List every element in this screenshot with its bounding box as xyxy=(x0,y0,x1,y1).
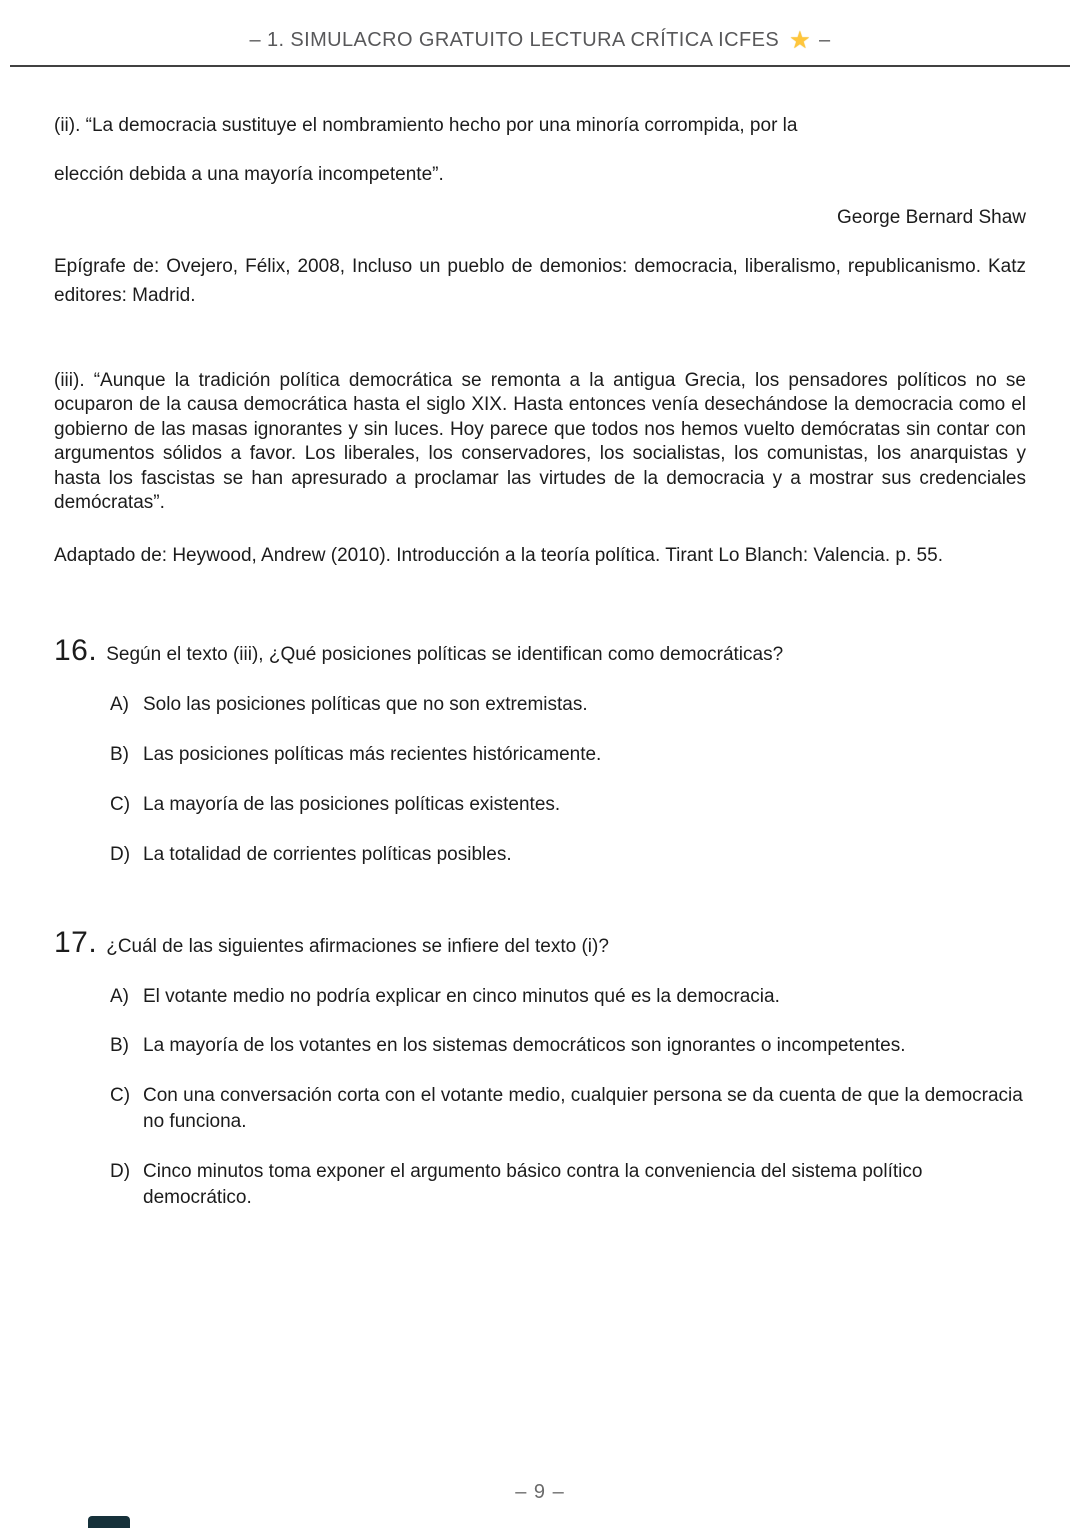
option-letter: A) xyxy=(110,694,129,716)
option-letter: D) xyxy=(110,1160,131,1182)
star-icon: ★ xyxy=(789,27,811,54)
question-17-text: ¿Cuál de las siguientes afirmaciones se infiere del texto (i)? xyxy=(106,935,609,957)
option-text: Cinco minutos toma exponer el argumento básico contra la conveniencia del sistema político democrático. xyxy=(143,1160,923,1208)
option-16-c xyxy=(110,792,1026,818)
page-edge-artifact xyxy=(88,1516,130,1528)
epigraph-source: Epígrafe de: Ovejero, Félix, 2008, Incluso un pueblo de demonios: democracia, liberalismo, republicanismo. Katz editores: Madrid. xyxy=(54,256,1026,307)
option-text: La mayoría de las posiciones políticas existentes. xyxy=(143,793,561,815)
adapted-source: Adaptado de: Heywood, Andrew (2010). Introducción a la teoría política. Tirant Lo Blanch: Valencia. p. 55. xyxy=(54,544,943,566)
header-dash: – xyxy=(818,29,831,51)
question-16-head xyxy=(54,634,1026,668)
question-16-options xyxy=(110,692,1026,867)
option-letter: D) xyxy=(110,843,131,865)
question-17-number: 17. xyxy=(54,925,98,959)
option-16-b xyxy=(110,742,1026,768)
question-16-text: Según el texto (iii), ¿Qué posiciones políticas se identifican como democráticas? xyxy=(106,644,784,666)
option-letter: C) xyxy=(110,793,131,815)
option-text: Solo las posiciones políticas que no son extremistas. xyxy=(143,694,588,716)
option-letter: C) xyxy=(110,1085,131,1107)
document-body xyxy=(0,115,1080,1211)
option-text: El votante medio no podría explicar en cinco minutos qué es la democracia. xyxy=(143,985,780,1007)
page-header xyxy=(10,0,1070,67)
option-text: La totalidad de corrientes políticas posibles. xyxy=(143,843,512,865)
question-17 xyxy=(54,926,1026,1211)
option-16-d xyxy=(110,842,1026,868)
option-letter: B) xyxy=(110,744,129,766)
option-17-a xyxy=(110,984,1026,1010)
option-17-d xyxy=(110,1159,1026,1211)
option-17-c xyxy=(110,1083,1026,1135)
question-16 xyxy=(54,634,1026,867)
option-text: Con una conversación corta con el votante medio, cualquier persona se da cuenta de que la democracia no funciona. xyxy=(143,1085,1023,1133)
quote-ii-line-2: elección debida a una mayoría incompetente”. xyxy=(54,164,444,185)
option-letter: B) xyxy=(110,1035,129,1057)
page-number: – 9 – xyxy=(515,1481,565,1503)
header-title: – 1. SIMULACRO GRATUITO LECTURA CRÍTICA ICFES xyxy=(249,29,780,51)
option-16-a xyxy=(110,692,1026,718)
option-text: La mayoría de los votantes en los sistemas democráticos son ignorantes o incompetentes. xyxy=(143,1035,906,1057)
question-16-number: 16. xyxy=(54,634,98,668)
question-17-options xyxy=(110,984,1026,1211)
question-17-head xyxy=(54,926,1026,960)
option-17-b xyxy=(110,1033,1026,1059)
option-letter: A) xyxy=(110,985,129,1007)
quote-iii-paragraph: (iii). “Aunque la tradición política democrática se remonta a la antigua Grecia, los pensadores políticos no se ocuparon de la causa democrática hasta el siglo XIX. Hasta entonces venía desechándose la democracia como el gobierno de las masas ignorantes y sin luces. Hoy parece que todos nos hemos vuelto demócratas sin contar con argumentos sólidos a favor. Los liberales, los conservadores, los socialistas, los comunistas, los anarquistas y hasta los fascistas se han apresurado a proclamar las virtudes de la democracia y a mostrar sus credenciales demócratas”. xyxy=(54,369,1026,514)
quote-ii-line-1: (ii). “La democracia sustituye el nombramiento hecho por una minoría corrompida, por la xyxy=(54,115,798,136)
quote-attribution: George Bernard Shaw xyxy=(836,207,1026,228)
option-text: Las posiciones políticas más recientes históricamente. xyxy=(143,744,602,766)
